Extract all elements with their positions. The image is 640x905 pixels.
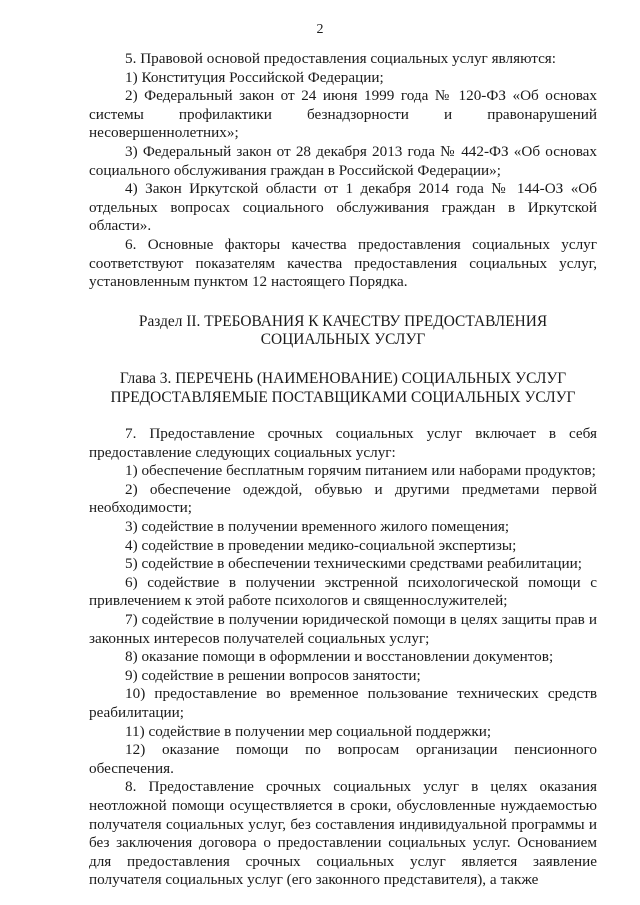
- paragraph: 7. Предоставление срочных социальных услуг включает в себя предоставление следующих социальных услуг:: [89, 425, 597, 461]
- list-item: 11) содействие в получении мер социальной поддержки;: [125, 722, 492, 740]
- paragraph: 3) Федеральный закон от 28 декабря 2013 года № 442-ФЗ «Об основах социального обслуживания граждан в Российской Федерации»;: [89, 142, 597, 179]
- paragraph: 5. Правовой основой предоставления социальных услуг являются:: [125, 50, 557, 67]
- services-list-section: [89, 425, 597, 890]
- list-item: 10) предоставление во временное пользование технических средств реабилитации;: [89, 685, 597, 721]
- paragraph: 1) Конституция Российской Федерации;: [125, 68, 384, 86]
- list-item: 8) оказание помощи в оформлении и восстановлении документов;: [125, 648, 554, 666]
- chapter-heading: Глава 3. ПЕРЕЧЕНЬ (НАИМЕНОВАНИЕ) СОЦИАЛЬНЫХ УСЛУГ ПРЕДОСТАВЛЯЕМЫЕ ПОСТАВЩИКАМИ СОЦИАЛЬНЫХ УСЛУГ: [110, 369, 576, 406]
- section-heading: Раздел II. ТРЕБОВАНИЯ К КАЧЕСТВУ ПРЕДОСТАВЛЕНИЯ СОЦИАЛЬНЫХ УСЛУГ: [138, 312, 548, 349]
- list-item: 6) содействие в получении экстренной психологической помощи с привлечением к этой работе психологов и священнослужителей;: [89, 573, 597, 610]
- list-item: 4) содействие в проведении медико-социальной экспертизы;: [125, 536, 517, 554]
- page-number: 2: [316, 22, 324, 37]
- list-item: 12) оказание помощи по вопросам организации пенсионного обеспечения.: [89, 741, 597, 777]
- list-item: 9) содействие в решении вопросов занятости;: [125, 666, 421, 684]
- list-item: 2) обеспечение одеждой, обувью и другими предметами первой необходимости;: [89, 480, 597, 517]
- list-item: 5) содействие в обеспечении техническими средствами реабилитации;: [125, 555, 582, 573]
- paragraph: 6. Основные факторы качества предоставления социальных услуг соответствуют показателям качества предоставления социальных услуг, установленным пунктом 12 настоящего Порядка.: [89, 235, 597, 291]
- list-item: 7) содействие в получении юридической помощи в целях защиты прав и законных интересов получателей социальных услуг;: [89, 611, 597, 647]
- paragraph: 4) Закон Иркутской области от 1 декабря 2014 года № 144-ОЗ «Об отдельных вопросах социального обслуживания граждан в Иркутской области».: [89, 180, 597, 235]
- list-item: 3) содействие в получении временного жилого помещения;: [125, 518, 510, 536]
- legal-basis-section: [89, 50, 597, 292]
- list-item: 1) обеспечение бесплатным горячим питанием или наборами продуктов;: [125, 462, 596, 480]
- paragraph: 8. Предоставление срочных социальных услуг в целях оказания неотложной помощи осуществляется в сроки, обусловленные нуждаемостью получателя социальных услуг, без составления индивидуальной программы и без заключения договора о предоставлении социальных услуг. Основанием для предоставления срочных социальных услуг является заявление получателя социальных услуг (его законного представителя), а также: [89, 778, 597, 889]
- document-body: [89, 50, 597, 890]
- paragraph: 2) Федеральный закон от 24 июня 1999 года № 120-ФЗ «Об основах системы профилактики безнадзорности и правонарушений несовершеннолетних»;: [89, 87, 597, 142]
